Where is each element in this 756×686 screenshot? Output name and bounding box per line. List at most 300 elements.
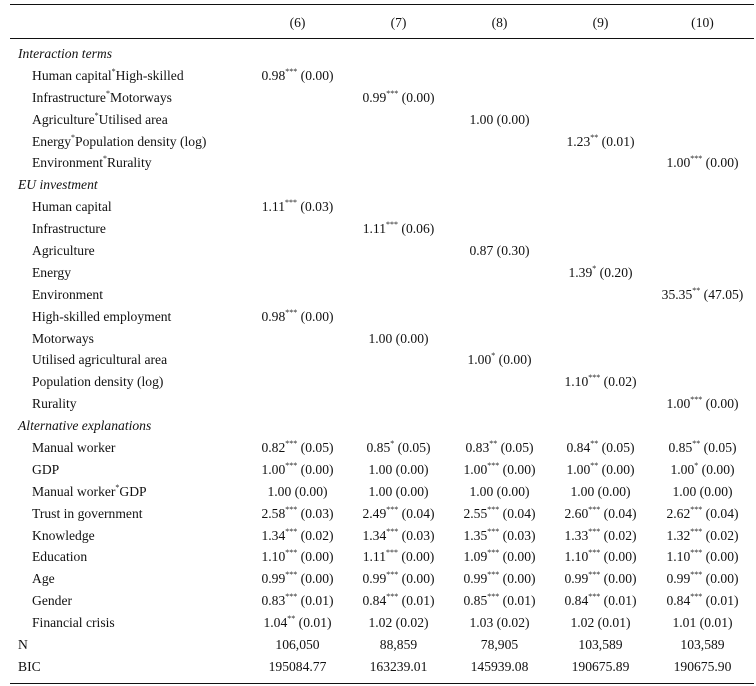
coef-value: 1.09	[463, 549, 488, 565]
significance-stars: **	[692, 439, 701, 449]
coef-cell	[449, 131, 550, 153]
coef-value: 1.00	[368, 330, 393, 346]
coef-value: 1.00	[666, 155, 691, 171]
coef-cell	[550, 481, 651, 503]
row-label: Trust in government	[32, 505, 143, 521]
footer-value: 190675.90	[673, 658, 732, 674]
coef-value: 1.32	[666, 527, 691, 543]
significance-stars: ***	[588, 504, 601, 514]
footer-value: 88,859	[379, 637, 418, 653]
significance-stars: ***	[285, 592, 298, 602]
table-row	[10, 481, 754, 503]
table-row	[10, 590, 754, 612]
coef-value: 1.00	[368, 461, 393, 477]
header-model-10: (10)	[691, 15, 714, 30]
coef-value: 0.83	[465, 440, 490, 456]
coef-cell	[449, 546, 550, 568]
coef-cell	[348, 590, 449, 612]
coef-cell	[651, 459, 754, 481]
coef-value: 1.10	[564, 549, 589, 565]
standard-error: (0.02)	[395, 615, 429, 631]
coef-cell	[651, 568, 754, 590]
coef-cell	[449, 590, 550, 612]
coef-value: 2.58	[261, 505, 286, 521]
footer-value: 163239.01	[369, 658, 428, 674]
coef-cell	[449, 240, 550, 262]
significance-stars: ***	[690, 504, 703, 514]
coef-value: 0.98	[261, 308, 286, 324]
coef-cell	[651, 437, 754, 459]
table-row	[10, 131, 754, 153]
coef-cell	[651, 152, 754, 174]
significance-stars: ***	[690, 548, 703, 558]
standard-error: (0.00)	[603, 571, 637, 587]
standard-error: (0.30)	[496, 243, 530, 259]
significance-stars: ***	[487, 460, 500, 470]
significance-stars: ***	[487, 526, 500, 536]
coef-cell	[348, 196, 449, 218]
coef-cell	[550, 152, 651, 174]
coef-value: 1.00	[368, 483, 393, 499]
table-row	[10, 262, 754, 284]
coef-cell	[247, 240, 348, 262]
section-heading-row	[10, 174, 754, 196]
coef-value: 0.83	[261, 593, 286, 609]
coef-value: 1.01	[672, 615, 697, 631]
coef-cell	[550, 284, 651, 306]
coef-cell	[348, 525, 449, 547]
coef-value: 1.10	[564, 374, 589, 390]
footer-value: 106,050	[275, 637, 320, 653]
significance-stars: **	[489, 439, 498, 449]
coef-value: 2.60	[564, 505, 589, 521]
coef-cell	[449, 371, 550, 393]
significance-stars: ***	[690, 592, 703, 602]
table-row	[10, 196, 754, 218]
coef-cell	[247, 590, 348, 612]
significance-stars: ***	[386, 526, 399, 536]
standard-error: (47.05)	[703, 286, 744, 302]
standard-error: (0.01)	[502, 593, 536, 609]
section-title: Alternative explanations	[18, 418, 152, 434]
significance-stars: ***	[386, 220, 399, 230]
standard-error: (0.05)	[703, 440, 737, 456]
table-row	[10, 437, 754, 459]
coef-cell	[348, 437, 449, 459]
significance-stars: **	[590, 439, 599, 449]
standard-error: (0.00)	[705, 155, 739, 171]
coef-cell	[651, 306, 754, 328]
significance-stars: ***	[386, 504, 399, 514]
table-row	[10, 371, 754, 393]
standard-error: (0.00)	[701, 461, 735, 477]
coef-cell	[550, 218, 651, 240]
coef-cell	[348, 87, 449, 109]
section-heading-row	[10, 415, 754, 437]
coef-value: 1.10	[666, 549, 691, 565]
significance-stars: ***	[487, 592, 500, 602]
coef-cell	[651, 590, 754, 612]
coef-cell	[449, 568, 550, 590]
standard-error: (0.00)	[294, 483, 328, 499]
coef-cell	[550, 262, 651, 284]
coef-cell	[348, 481, 449, 503]
coef-value: 0.82	[261, 440, 286, 456]
coef-cell	[348, 65, 449, 87]
coef-value: 1.34	[362, 527, 387, 543]
standard-error: (0.01)	[300, 593, 334, 609]
coef-cell	[550, 546, 651, 568]
coef-cell	[247, 481, 348, 503]
coef-value: 2.55	[463, 505, 488, 521]
coef-cell	[651, 87, 754, 109]
coef-value: 1.34	[261, 527, 286, 543]
coef-value: 0.85	[463, 593, 488, 609]
standard-error: (0.00)	[395, 483, 429, 499]
standard-error: (0.00)	[597, 483, 631, 499]
coef-cell	[651, 328, 754, 350]
footer-value: 145939.08	[470, 658, 529, 674]
coef-cell	[247, 87, 348, 109]
row-label: Motorways	[32, 330, 94, 346]
standard-error: (0.02)	[300, 527, 334, 543]
coef-cell	[550, 349, 651, 371]
significance-stars: ***	[690, 526, 703, 536]
table-row	[10, 152, 754, 174]
standard-error: (0.01)	[699, 615, 733, 631]
significance-stars: ***	[690, 570, 703, 580]
row-label: Knowledge	[32, 527, 95, 543]
significance-stars: ***	[588, 548, 601, 558]
coef-value: 0.84	[564, 593, 589, 609]
significance-stars: ***	[386, 592, 399, 602]
row-label: Age	[32, 571, 55, 587]
standard-error: (0.00)	[401, 571, 435, 587]
coef-cell	[550, 459, 651, 481]
coef-value: 1.11	[362, 549, 387, 565]
coef-cell	[449, 196, 550, 218]
standard-error: (0.02)	[603, 374, 637, 390]
row-label: GDP	[32, 461, 60, 477]
significance-stars: *	[592, 263, 597, 273]
coef-value: 0.84	[362, 593, 387, 609]
coef-cell	[651, 131, 754, 153]
standard-error: (0.00)	[502, 549, 536, 565]
significance-stars: **	[590, 132, 599, 142]
significance-stars: ***	[588, 373, 601, 383]
coef-cell	[247, 65, 348, 87]
standard-error: (0.03)	[401, 527, 435, 543]
coef-value: 1.00	[463, 461, 488, 477]
coef-value: 1.10	[261, 549, 286, 565]
row-label: Education	[32, 549, 88, 565]
significance-stars: ***	[285, 439, 298, 449]
coef-cell	[449, 306, 550, 328]
standard-error: (0.00)	[496, 483, 530, 499]
row-label: Rurality	[32, 396, 77, 412]
table-row	[10, 546, 754, 568]
coef-value: 0.84	[666, 593, 691, 609]
coef-value: 0.98	[261, 67, 286, 83]
standard-error: (0.00)	[601, 461, 635, 477]
row-label: Environment	[32, 286, 103, 302]
table-row	[10, 459, 754, 481]
coef-cell	[651, 65, 754, 87]
coef-cell	[247, 109, 348, 131]
row-label: Agriculture*Utilised area	[32, 110, 168, 127]
standard-error: (0.00)	[300, 571, 334, 587]
significance-stars: **	[287, 614, 296, 624]
coef-cell	[550, 306, 651, 328]
standard-error: (0.00)	[705, 396, 739, 412]
coef-cell	[449, 218, 550, 240]
significance-stars: ***	[588, 592, 601, 602]
standard-error: (0.01)	[401, 593, 435, 609]
footer-value: 103,589	[578, 637, 623, 653]
standard-error: (0.00)	[699, 483, 733, 499]
coef-cell	[651, 481, 754, 503]
significance-stars: ***	[487, 548, 500, 558]
coef-cell	[449, 612, 550, 634]
coef-value: 0.99	[362, 571, 387, 587]
coef-cell	[550, 393, 651, 415]
significance-stars: ***	[285, 570, 298, 580]
coef-cell	[449, 65, 550, 87]
significance-stars: **	[590, 460, 599, 470]
coef-cell	[348, 240, 449, 262]
row-label: Population density (log)	[32, 374, 164, 390]
coef-cell	[247, 371, 348, 393]
coef-value: 0.99	[666, 571, 691, 587]
row-label: Financial crisis	[32, 615, 115, 631]
standard-error: (0.00)	[496, 111, 530, 127]
coef-cell	[247, 218, 348, 240]
significance-stars: ***	[690, 154, 703, 164]
coef-value: 1.02	[368, 615, 393, 631]
row-label: Human capital	[32, 199, 112, 215]
footer-value: 103,589	[680, 637, 725, 653]
significance-stars: ***	[386, 570, 399, 580]
row-label: Agriculture	[32, 243, 95, 259]
coef-cell	[651, 612, 754, 634]
row-label: Manual worker*GDP	[32, 482, 147, 499]
coef-value: 1.00	[467, 352, 492, 368]
significance-stars: ***	[285, 66, 298, 76]
standard-error: (0.01)	[597, 615, 631, 631]
standard-error: (0.00)	[705, 549, 739, 565]
table-row	[10, 284, 754, 306]
standard-error: (0.04)	[705, 505, 739, 521]
significance-stars: *	[694, 460, 699, 470]
header-label-blank	[10, 5, 247, 38]
significance-stars: ***	[487, 504, 500, 514]
coef-value: 1.00	[666, 396, 691, 412]
standard-error: (0.00)	[401, 549, 435, 565]
standard-error: (0.00)	[300, 549, 334, 565]
coef-cell	[550, 568, 651, 590]
standard-error: (0.04)	[401, 505, 435, 521]
regression-table	[10, 4, 754, 684]
significance-stars: ***	[285, 504, 298, 514]
coef-cell	[449, 262, 550, 284]
footer-row	[10, 634, 754, 656]
standard-error: (0.03)	[300, 199, 334, 215]
significance-stars: ***	[285, 198, 298, 208]
coef-cell	[550, 131, 651, 153]
coef-cell	[651, 109, 754, 131]
significance-stars: ***	[487, 570, 500, 580]
coef-value: 1.23	[566, 133, 591, 149]
coef-cell	[348, 262, 449, 284]
coef-cell	[449, 459, 550, 481]
coef-cell	[348, 503, 449, 525]
header-model-6: (6)	[289, 15, 306, 30]
row-label: Environment*Rurality	[32, 154, 152, 171]
coef-value: 0.85	[668, 440, 693, 456]
significance-stars: ***	[285, 460, 298, 470]
standard-error: (0.03)	[502, 527, 536, 543]
significance-stars: ***	[386, 548, 399, 558]
standard-error: (0.00)	[502, 461, 536, 477]
footer-row	[10, 656, 754, 678]
header-model-7: (7)	[390, 15, 407, 30]
coef-value: 1.11	[362, 221, 387, 237]
standard-error: (0.00)	[498, 352, 532, 368]
standard-error: (0.05)	[601, 440, 635, 456]
section-title: EU investment	[18, 177, 98, 193]
coef-value: 0.99	[564, 571, 589, 587]
row-label: Gender	[32, 593, 73, 609]
coef-cell	[550, 371, 651, 393]
coef-cell	[550, 87, 651, 109]
coef-cell	[449, 481, 550, 503]
coef-cell	[449, 503, 550, 525]
coef-value: 1.00	[672, 483, 697, 499]
standard-error: (0.02)	[496, 615, 530, 631]
significance-stars: ***	[588, 570, 601, 580]
coef-cell	[651, 284, 754, 306]
row-label: Utilised agricultural area	[32, 352, 168, 368]
coef-cell	[348, 284, 449, 306]
coef-value: 0.99	[362, 89, 387, 105]
footer-value: 190675.89	[571, 658, 630, 674]
standard-error: (0.05)	[500, 440, 534, 456]
standard-error: (0.03)	[300, 505, 334, 521]
coef-cell	[247, 131, 348, 153]
coef-cell	[550, 196, 651, 218]
table-row	[10, 503, 754, 525]
coef-cell	[247, 284, 348, 306]
significance-stars: ***	[285, 307, 298, 317]
standard-error: (0.01)	[601, 133, 635, 149]
coef-cell	[348, 546, 449, 568]
coef-cell	[449, 152, 550, 174]
table-row	[10, 349, 754, 371]
coef-cell	[651, 349, 754, 371]
coef-cell	[348, 328, 449, 350]
coef-cell	[247, 262, 348, 284]
standard-error: (0.05)	[300, 440, 334, 456]
coef-cell	[449, 284, 550, 306]
standard-error: (0.00)	[401, 89, 435, 105]
coef-value: 1.00	[570, 483, 595, 499]
standard-error: (0.20)	[599, 264, 633, 280]
coef-cell	[348, 306, 449, 328]
coef-cell	[651, 393, 754, 415]
standard-error: (0.00)	[300, 308, 334, 324]
coef-cell	[348, 568, 449, 590]
row-label: Human capital*High-skilled	[32, 66, 184, 83]
coef-cell	[247, 393, 348, 415]
coef-cell	[550, 437, 651, 459]
coef-value: 2.49	[362, 505, 387, 521]
standard-error: (0.01)	[603, 593, 637, 609]
row-label: Infrastructure*Motorways	[32, 88, 172, 105]
coef-cell	[449, 109, 550, 131]
coef-value: 1.39	[568, 264, 593, 280]
header-model-8: (8)	[491, 15, 508, 30]
footer-value: 195084.77	[268, 658, 327, 674]
coef-cell	[348, 109, 449, 131]
coef-cell	[550, 525, 651, 547]
coef-value: 1.11	[261, 199, 286, 215]
standard-error: (0.04)	[603, 505, 637, 521]
coef-cell	[550, 109, 651, 131]
significance-stars: *	[390, 439, 395, 449]
coef-cell	[449, 525, 550, 547]
coef-cell	[247, 328, 348, 350]
significance-stars: ***	[386, 88, 399, 98]
coef-value: 1.00	[469, 483, 494, 499]
coef-cell	[247, 612, 348, 634]
standard-error: (0.05)	[397, 440, 431, 456]
footer-label: N	[18, 637, 28, 653]
footer-value: 78,905	[480, 637, 519, 653]
coef-cell	[651, 218, 754, 240]
table-row	[10, 240, 754, 262]
table-row	[10, 109, 754, 131]
coef-cell	[247, 349, 348, 371]
coef-cell	[247, 568, 348, 590]
standard-error: (0.00)	[705, 571, 739, 587]
table-row	[10, 525, 754, 547]
coef-cell	[348, 218, 449, 240]
coef-value: 0.99	[261, 571, 286, 587]
standard-error: (0.01)	[298, 615, 332, 631]
significance-stars: ***	[690, 395, 703, 405]
coef-value: 1.04	[263, 615, 288, 631]
significance-stars: ***	[588, 526, 601, 536]
standard-error: (0.00)	[300, 461, 334, 477]
coef-value: 2.62	[666, 505, 691, 521]
standard-error: (0.00)	[300, 67, 334, 83]
coef-value: 0.84	[566, 440, 591, 456]
table-row	[10, 393, 754, 415]
table-row	[10, 568, 754, 590]
row-label: Manual worker	[32, 440, 116, 456]
coef-value: 1.00	[566, 461, 591, 477]
standard-error: (0.02)	[705, 527, 739, 543]
significance-stars: **	[692, 285, 701, 295]
coef-cell	[651, 525, 754, 547]
row-label: Energy*Population density (log)	[32, 132, 207, 149]
coef-cell	[247, 152, 348, 174]
header-model-9: (9)	[592, 15, 609, 30]
coef-cell	[247, 459, 348, 481]
table-row	[10, 65, 754, 87]
significance-stars: ***	[285, 526, 298, 536]
coef-value: 1.03	[469, 615, 494, 631]
